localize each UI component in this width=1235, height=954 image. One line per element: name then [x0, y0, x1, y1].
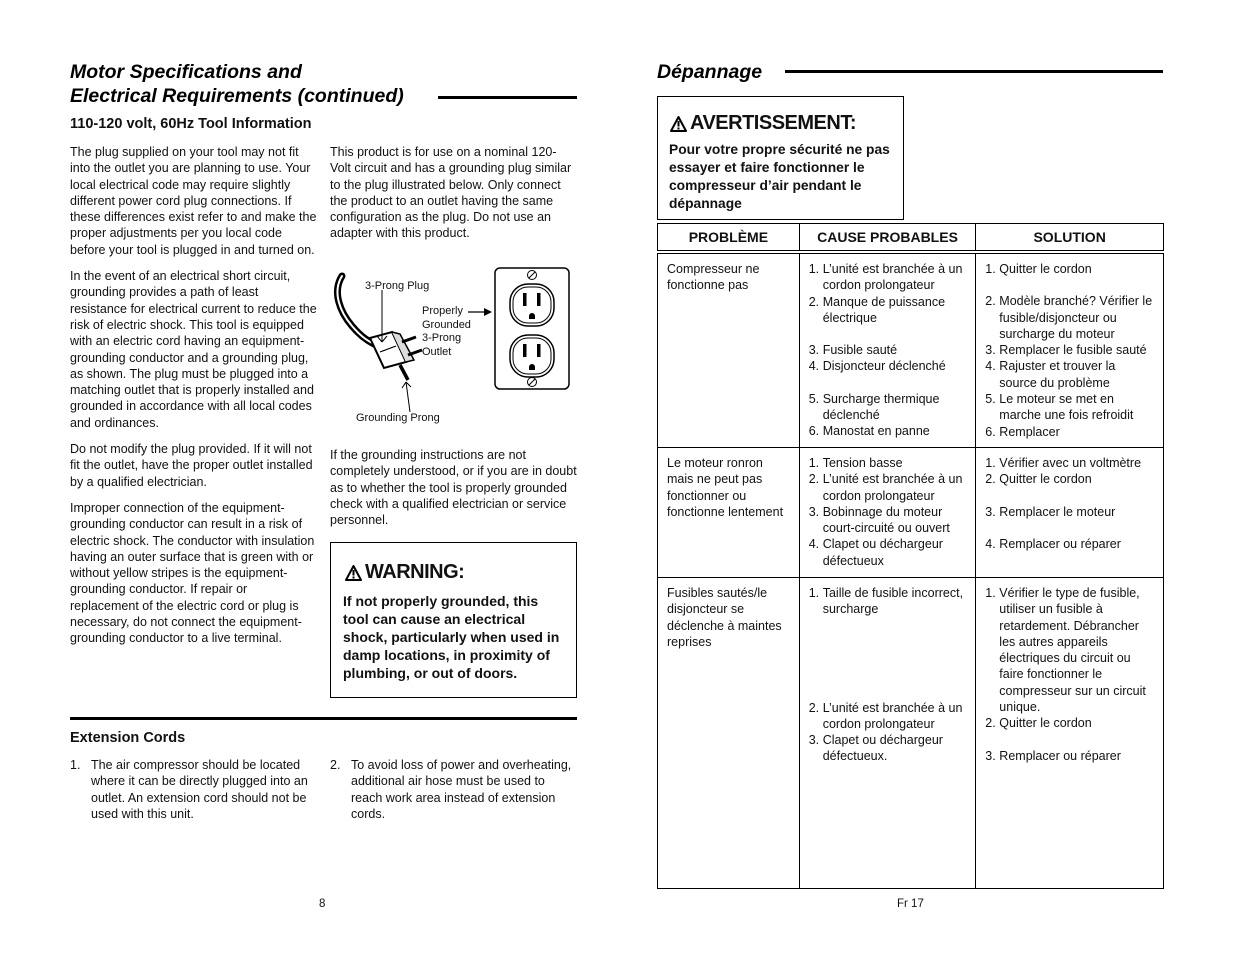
cause-cell [800, 578, 976, 772]
plug-outlet-figure [330, 262, 578, 432]
warning-text: Pour votre propre sécurité ne pas essayer et faire fonctionner le compresseur d’air pendant le dépannage [669, 142, 890, 211]
list-item: 2. Quitter le cordon [985, 472, 1092, 487]
extension-cords-heading: Extension Cords [70, 730, 186, 746]
warning-heading: AVERTISSEMENT: [670, 112, 903, 135]
list-item: 3. Remplacer le moteur [985, 504, 1116, 519]
solution-cell [976, 254, 1163, 447]
list-item: 1. Vérifier avec un voltmètre [985, 455, 1142, 470]
list-item: 1. Vérifier le type de fusible, utiliser un fusible à retardement. Débrancher les autres appareils électriques du circuit ou faire fonctionner le compresseur sur un circuit unique. [985, 585, 1146, 715]
list-item: 4. Disjoncteur déclenché [808, 359, 946, 374]
table-header-row [658, 224, 1164, 253]
list-item: 2. L’unité est branchée à un cordon prolongateur [808, 472, 963, 503]
title-rule [785, 70, 1163, 73]
list-item: 3. Bobinnage du moteur court-circuité ou ouvert [808, 504, 950, 536]
list-item: 2. L’unité est branchée à un cordon prolongateur [808, 700, 963, 731]
list-item: 4. Rajuster et trouver la source du problème [985, 359, 1116, 390]
column-header-cause: CAUSE PROBABLES [799, 224, 976, 253]
table-row [658, 252, 1164, 447]
paragraph: If the grounding instructions are not completely understood, or if you are in doubt as to whether the tool is properly grounded check with a qualified electrician or service personnel. [330, 448, 577, 528]
title-rule [438, 96, 577, 99]
column-header-solution: SOLUTION [976, 224, 1164, 253]
warning-heading: WARNING: [345, 561, 576, 584]
list-item: 2. Modèle branché? Vérifier le fusible/disjoncteur ou surcharge du moteur [985, 294, 1153, 341]
list-item: 1. Taille de fusible incorrect, surcharge [808, 585, 964, 617]
cause-cell [800, 254, 976, 447]
list-item: 3. Remplacer le fusible sauté [985, 343, 1147, 358]
problem-cell: Fusibles sautés/le disjoncteur se déclenche à maintes reprises [667, 585, 782, 649]
list-item: 5. Surcharge thermique déclenché [808, 391, 940, 423]
list-item: 4. Clapet ou déchargeur défectueux [808, 537, 943, 568]
section-subhead: 110-120 volt, 60Hz Tool Information [70, 116, 312, 132]
paragraph: In the event of an electrical short circuit, grounding provides a path of least resistance for electrical current to reduce the risk of electric shock. This tool is equipped with an electric cord having an equipment-grounding conductor and a grounding plug, as shown. The plug must be plugged into a matching outlet that is properly installed and grounded in accordance with all local codes and ordinances. [70, 269, 317, 430]
outlet-label: Properly Grounded 3-Prong Outlet [422, 305, 471, 358]
plug-label: 3-Prong Plug [365, 280, 430, 292]
page-number: 8 [319, 898, 326, 910]
list-item: 1. Quitter le cordon [985, 262, 1092, 276]
list-item: 1. L’unité est branchée à un cordon prolongateur [808, 262, 963, 293]
solution-cell [976, 448, 1163, 559]
problem-cell: Le moteur ronron mais ne peut pas fonctionner ou fonctionne lentement [667, 455, 784, 519]
list-item: 2. Quitter le cordon [985, 716, 1092, 731]
column-header-problem: PROBLÈME [658, 224, 800, 253]
table-row [658, 447, 1164, 577]
warning-text: If not properly grounded, this tool can cause an electrical shock, particularly when used in damp locations, in proximity of plumbing, or out of doors. [343, 593, 560, 681]
list-item: 6. Manostat en panne [808, 424, 930, 439]
section-rule [70, 717, 577, 720]
solution-cell [976, 578, 1163, 771]
paragraph: Do not modify the plug provided. If it will not fit the outlet, have the proper outlet installed by a qualified electrician. [70, 442, 313, 489]
list-item: 2. Manque de puissance électrique [808, 294, 946, 325]
cause-cell [800, 448, 976, 576]
list-item: 6. Remplacer [985, 424, 1060, 439]
warning-box [657, 96, 904, 220]
grounding-prong-label: Grounding Prong [356, 412, 440, 424]
list-item: 3. Clapet ou déchargeur défectueux. [808, 733, 943, 764]
page-title: Motor Specifications and Electrical Requirements (continued) [70, 61, 404, 107]
list-item: 3. Remplacer ou réparer [985, 748, 1121, 763]
problem-cell: Compresseur ne fonctionne pas [667, 262, 760, 293]
troubleshooting-table [657, 223, 1164, 889]
warning-box [330, 542, 577, 698]
list-item: 1. Tension basse [808, 455, 903, 470]
page-title: Dépannage [657, 61, 763, 83]
list-item: 5. Le moteur se met en marche une fois refroidit [985, 392, 1134, 423]
list-item: 2. To avoid loss of power and overheating, additional air hose must be used to reach work area instead of extension cords. [330, 758, 572, 821]
warning-triangle-icon [670, 116, 687, 132]
list-item: 3. Fusible sauté [808, 343, 898, 358]
left-column [70, 144, 317, 647]
paragraph: Improper connection of the equipment-grounding conductor can result in a risk of electric shock. The conductor with insulation having an outer surface that is green with or without yellow stripes is the equipment-grounding conductor. If repair or replacement of the electric cord or plug is necessary, do not connect the equipment-grounding conductor to a live terminal. [70, 500, 315, 646]
warning-triangle-icon [345, 565, 362, 581]
list-item: 1. The air compressor should be located where it can be directly plugged into an outlet. An extension cord should not be used with this unit. [70, 758, 308, 821]
table-row [658, 577, 1164, 888]
page-number: Fr 17 [897, 898, 924, 910]
paragraph: This product is for use on a nominal 120-Volt circuit and has a grounding plug similar to the plug illustrated below. Only connect the product to an outlet having the same configuration as the plug. Do not use an adapter with this product. [330, 145, 572, 241]
list-item: 4. Remplacer ou réparer [985, 536, 1121, 551]
paragraph: The plug supplied on your tool may not fit into the outlet you are planning to use. Your local electrical code may require slightly different power cord plug connections. If these differences exist refer to and make the proper adjustments per you local code before your tool is plugged in and turned on. [70, 145, 317, 257]
